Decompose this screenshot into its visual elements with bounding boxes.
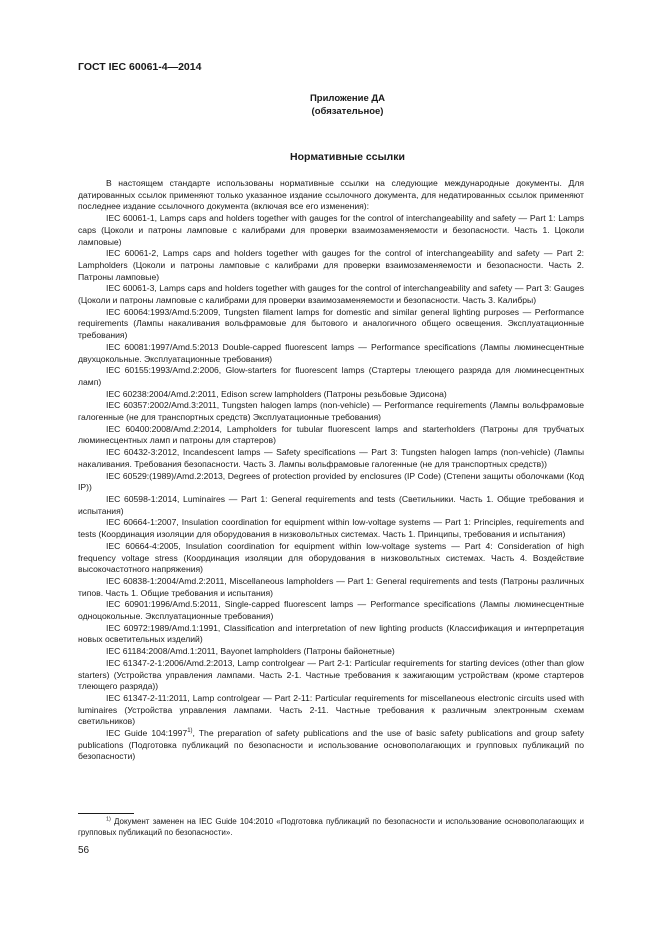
reference-item: IEC 60061-2, Lamps caps and holders together with gauges for the control of interchangeability and safety — Part 2: Lampholders (Цоколи и патроны ламповые с калибрами для проверки взаимозаменяемости и безопасности. Часть 2. Патроны ламповые) [78,248,584,282]
reference-item: IEC 61347-2-11:2011, Lamp controlgear — Part 2-11: Particular requirements for miscellaneous electronic circuits used with luminaires (Устройства управления лампами. Часть 2-11. Частные требования к различным электронным схемам светильников) [78,692,584,727]
reference-item: IEC 60081:1997/Amd.5:2013 Double-capped fluorescent lamps — Performance specifications (Лампы люминесцентные двухцокольные. Эксплуатационные требования) [78,341,584,364]
reference-item: IEC 60664-1:2007, Insulation coordination for equipment within low-voltage systems — Part 1: Principles, requirements and tests (Координация изоляции для оборудования в низковольтных системах. Часть 1. Принципы, требования и испытания) [78,517,584,540]
reference-item: IEC 60664-4:2005, Insulation coordination for equipment within low-voltage systems — Part 4: Consideration of high frequency voltage stress (Координация изоляции для оборудования в низковольтных системах. Часть 4. Воздействие высокочастотного напряжения) [78,540,584,575]
annex-title: Приложение ДА [309,93,386,104]
reference-item: IEC 61184:2008/Amd.1:2011, Bayonet lampholders (Патроны байонетные) [106,646,395,657]
footnote-number: 1) [106,816,111,823]
annex-status: (обязательное) [311,106,384,117]
reference-item: IEC 60238:2004/Amd.2:2011, Edison screw lampholders (Патроны резьбовые Эдисона) [106,388,447,399]
reference-item: IEC 61347-2-1:2006/Amd.2:2013, Lamp controlgear — Part 2-1: Particular requirements for starting devices (other than glow starters) (Устройства управления лампами. Часть 2-1. Частные требования к зажигающим устройствам (кроме стартеров тлеющего разряда)) [78,657,584,692]
reference-item: IEC 60400:2008/Amd.2:2014, Lampholders for tubular fluorescent lamps and starterholders (Патроны для трубчатых люминесцентных ламп и патроны для стартеров) [78,423,584,446]
page-number: 56 [78,845,90,856]
footnote-divider [78,813,134,814]
footnote [78,816,584,838]
reference-item: IEC 60357:2002/Amd.3:2011, Tungsten halogen lamps (non-vehicle) — Performance requirements (Лампы вольфрамовые галогенные (не для транспортных средств) Эксплуатационные требования) [78,400,584,423]
guide-104-lead: IEC Guide 104:1997 [106,728,188,739]
intro-paragraph: В настоящем стандарте использованы нормативные ссылки на следующие международные документы. Для датированных ссылок применяют только указанное издание ссылочного документа, для недатированных ссылок применяют последнее издание ссылочного документа (включая все его изменения): [78,178,584,212]
reference-item: IEC 60901:1996/Amd.5:2011, Single-capped fluorescent lamps — Performance specifications (Лампы люминесцентные одноцокольные. Эксплуатационные требования) [78,599,584,622]
footnote-mark[interactable]: 1) [187,728,193,735]
guide-104-text: , The preparation of safety publications and the use of basic safety publications and group safety publications (Подготовка публикаций по безопасности и использование основополагающих и групповых публикаций по безопасности) [78,728,584,762]
section-body [78,178,584,763]
reference-item: IEC 60598-1:2014, Luminaires — Part 1: General requirements and tests (Светильники. Часть 1. Общие требования и испытания) [78,493,584,516]
annex-heading [0,92,661,118]
reference-item: IEC 60838-1:2004/Amd.2:2011, Miscellaneous lampholders — Part 1: General requirements and tests (Патроны различных типов. Часть 1. Общие требования и испытания) [78,575,584,598]
reference-item: IEC 60061-3, Lamps caps and holders together with gauges for the control of interchangeability and safety — Part 3: Gauges (Цоколи и патроны ламповые с калибрами для проверки взаимозаменяемости и безопасности. Часть 3. Калибры) [78,283,584,306]
reference-item: IEC 60155:1993/Amd.2:2006, Glow-starters for fluorescent lamps (Стартеры тлеющего разряда для люминесцентных ламп) [78,365,584,387]
standard-code: ГОСТ IEC 60061-4—2014 [78,61,202,73]
reference-item: IEC 60529:(1989)/Amd.2:2013, Degrees of protection provided by enclosures (IP Code) (Степени защиты оболочками (Код IP)) [78,470,584,493]
reference-item: IEC 60972:1989/Amd.1:1991, Classification and interpretation of new lighting products (Классификация и интерпретация новых осветительных изделий) [78,622,584,645]
reference-item-guide-104 [78,728,584,763]
reference-item: IEC 60061-1, Lamps caps and holders together with gauges for the control of interchangeability and safety — Part 1: Lamps caps (Цоколи и патроны ламповые с калибрами для проверки взаимозаменяемости и безопасности. Часть 1. Цоколи ламповые) [78,213,584,247]
footnote-text: Документ заменен на IEC Guide 104:2010 «Подготовка публикаций по безопасности и использование основополагающих и групповых публикаций по безопасности». [78,817,584,837]
reference-item: IEC 60432-3:2012, Incandescent lamps — Safety specifications — Part 3: Tungsten halogen lamps (non-vehicle) (Лампы накаливания. Требования безопасности. Часть 3. Лампы вольфрамовые галогенные (не для транспортных средств)) [78,447,584,469]
section-title: Нормативные ссылки [290,151,405,163]
reference-item: IEC 60064:1993/Amd.5:2009, Tungsten filament lamps for domestic and similar general lighting purposes — Performance requirements (Лампы накаливания вольфрамовые для бытового и аналогичного общего освещения. Эксплуатационные требования) [78,306,584,341]
